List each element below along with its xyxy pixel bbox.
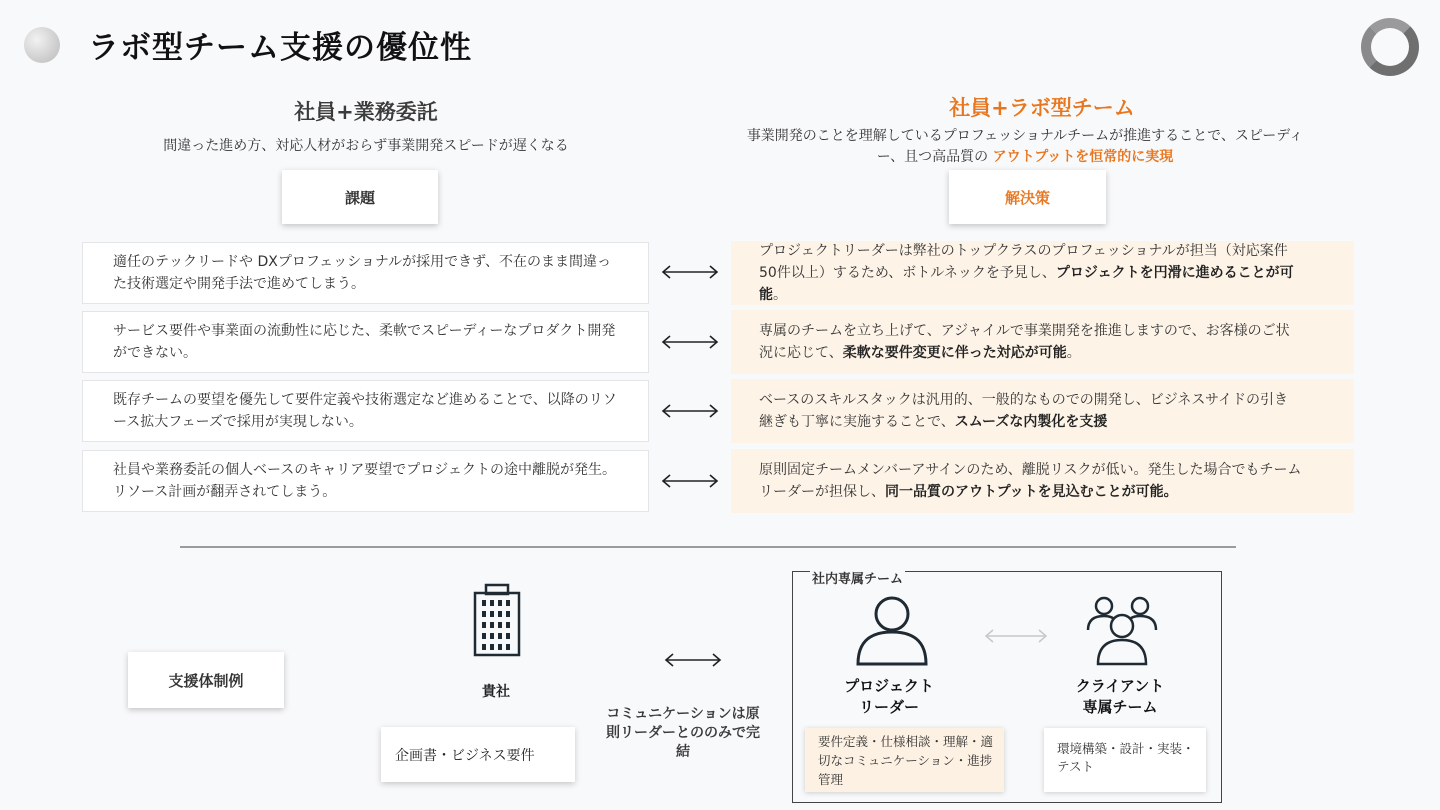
header-dot-icon <box>24 27 60 63</box>
solution-text: ベースのスキルスタックは汎用的、一般的なものでの開発し、ビジネスサイドの引き継ぎも丁寧に実施することで、 <box>759 392 1289 430</box>
solution-text: プロジェクトリーダーは弊社のトップクラスのプロフェッショナルが担当（対応案件50件以上）するため、ボトルネックを予見し、 <box>759 243 1288 281</box>
building-icon <box>472 583 522 657</box>
internal-team-title: 社内専属チーム <box>810 568 905 587</box>
ring-logo-icon <box>1361 18 1419 76</box>
group-icon <box>1084 594 1160 666</box>
solution-tail: 。 <box>1066 345 1081 361</box>
problem-row <box>82 242 649 304</box>
right-column-subtitle <box>742 126 1308 168</box>
double-arrow-icon <box>983 627 1049 645</box>
person-icon <box>854 594 930 666</box>
solution-highlight: プロジェクトを円滑に進めることが可能 <box>759 265 1294 303</box>
solution-row <box>731 379 1354 443</box>
project-leader-label <box>829 676 949 718</box>
solution-highlight: 柔軟な要件変更に伴った対応が可能 <box>842 345 1067 361</box>
solution-highlight: スムーズな内製化を支援 <box>954 414 1108 430</box>
solution-tag: 解決策 <box>949 170 1106 224</box>
solution-text: 専属のチームを立ち上げて、アジャイルで事業開発を推進しますので、お客様のご状況に応じて、 <box>759 323 1290 361</box>
problem-text: 社員や業務委託の個人ベースのキャリア要望でプロジェクトの途中離脱が発生。リソース計画が翻弄されてしまう。 <box>113 462 617 500</box>
project-leader-label-line2: リーダー <box>858 698 919 716</box>
solution-row <box>731 449 1354 513</box>
double-arrow-icon <box>660 471 720 491</box>
project-leader-label-line1: プロジェクト <box>844 677 934 695</box>
communication-note: コミュニケーションは原則リーダーとののみで完結 <box>606 706 760 760</box>
client-team-label-line2: 専属チーム <box>1082 698 1158 716</box>
problem-tag: 課題 <box>282 170 438 224</box>
page-title: ラボ型チーム支援の優位性 <box>88 30 472 66</box>
client-requirement-box: 企画書・ビジネス要件 <box>381 727 575 782</box>
structure-example-tag: 支援体制例 <box>128 652 284 708</box>
team-tasks-box: 環境構築・設計・実装・テスト <box>1044 728 1206 792</box>
double-arrow-icon <box>660 332 720 352</box>
left-column-heading: 社員+業務委託 <box>294 100 438 124</box>
left-column-subtitle: 間違った進め方、対応人材がおらず事業開発スピードが遅くなる <box>163 138 569 154</box>
client-team-label-line1: クライアント <box>1075 677 1165 695</box>
problem-row <box>82 380 649 442</box>
double-arrow-icon <box>660 401 720 421</box>
client-label: 貴社 <box>482 684 510 700</box>
right-subtitle-plain: 事業開発のことを理解しているプロフェッショナルチームが推進することで、スピーディー、且つ高品質の <box>746 128 1304 165</box>
problem-row <box>82 450 649 512</box>
section-divider <box>180 546 1236 548</box>
solution-row <box>731 310 1354 374</box>
problem-text: サービス要件や事業面の流動性に応じた、柔軟でスピーディーなプロダクト開発ができない。 <box>113 323 616 361</box>
problem-text: 既存チームの要望を優先して要件定義や技術選定など進めることで、以降のリソース拡大フェーズで採用が実現しない。 <box>113 392 617 430</box>
solution-highlight: 同一品質のアウトプットを見込むことが可能。 <box>885 484 1178 500</box>
right-column-heading: 社員+ラボ型チーム <box>949 96 1135 120</box>
leader-tasks-box: 要件定義・仕様相談・理解・適切なコミュニケーション・進捗管理 <box>805 728 1004 792</box>
problem-row <box>82 311 649 373</box>
double-arrow-icon <box>660 262 720 282</box>
double-arrow-icon <box>663 650 723 670</box>
client-team-label <box>1060 676 1180 718</box>
problem-text: 適任のテックリードや DXプロフェッショナルが採用できず、不在のまま間違った技術選定や開発手法で進めてしまう。 <box>113 254 612 292</box>
solution-tail: 。 <box>773 287 787 303</box>
solution-text: 原則固定チームメンバーアサインのため、離脱リスクが低い。発生した場合でもチームリーダーが担保し、 <box>759 462 1302 500</box>
right-subtitle-accent: アウトプットを恒常的に実現 <box>992 149 1174 165</box>
solution-row <box>731 241 1354 305</box>
